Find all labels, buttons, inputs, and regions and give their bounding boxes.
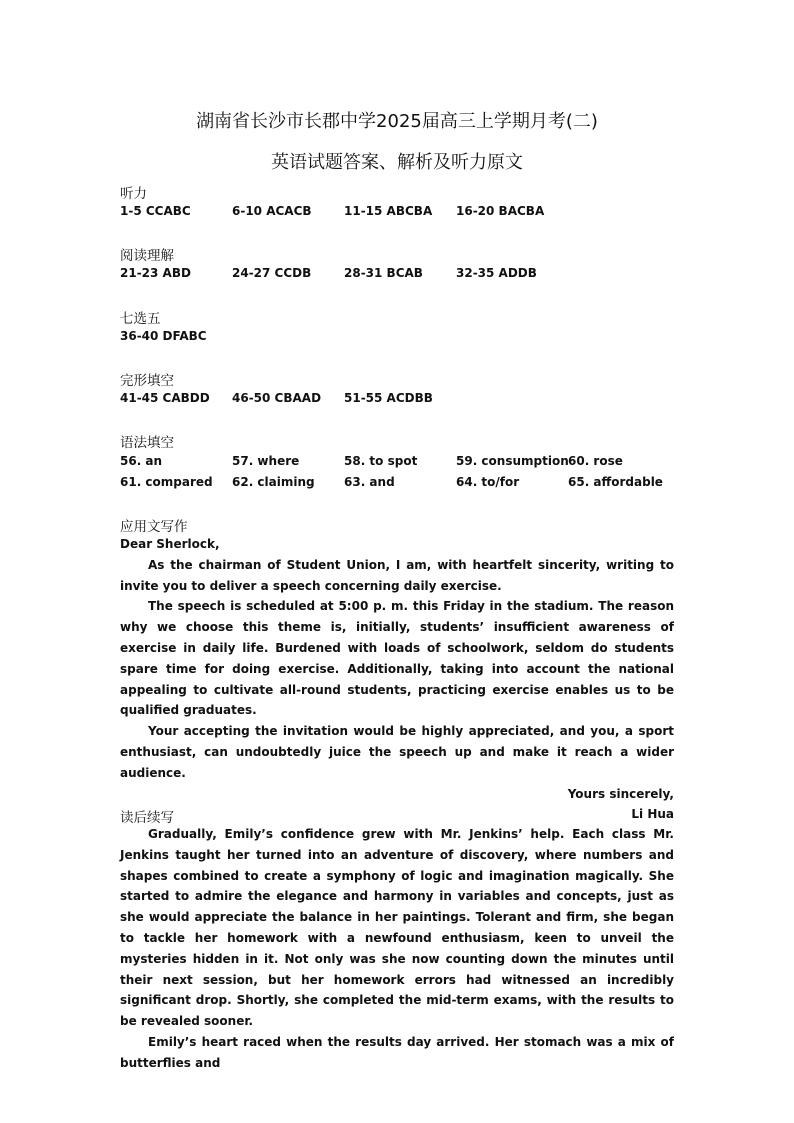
answer-group: 21-23 ABD bbox=[120, 266, 191, 280]
letter-paragraph: The speech is scheduled at 5:00 p. m. this Friday in the stadium. The reason why we choose this theme is, initially, students’ insufficient awareness of exercise in daily life. Burdened with loads of schoolwork, seldom do students spare time for doing exercise. Additionally, taking into account the national appealing to cultivate all-round students, practicing exercise enables us to be qualified graduates. bbox=[120, 599, 674, 718]
continuation-paragraph: Emily’s heart raced when the results day arrived. Her stomach was a mix of butterflies and bbox=[120, 1034, 674, 1070]
section-heading-writing: 应用文写作 bbox=[120, 519, 188, 535]
answer-group: 6-10 ACACB bbox=[232, 204, 312, 218]
answer-item: 62. claiming bbox=[232, 475, 315, 489]
section-heading-cloze: 完形填空 bbox=[120, 373, 174, 389]
answer-group: 41-45 CABDD bbox=[120, 391, 210, 405]
answer-group: 28-31 BCAB bbox=[344, 266, 423, 280]
document-title: 湖南省长沙市长郡中学2025届高三上学期月考(二) bbox=[196, 111, 598, 132]
answer-group: 24-27 CCDB bbox=[232, 266, 312, 280]
letter-paragraph: Your accepting the invitation would be highly appreciated, and you, a sport enthusiast, can undoubtedly juice the speech up and make it reach a wider audience. bbox=[120, 724, 674, 780]
letter-greeting: Dear Sherlock, bbox=[120, 537, 220, 551]
answer-item: 61. compared bbox=[120, 475, 213, 489]
section-heading-grammar: 语法填空 bbox=[120, 435, 174, 451]
answer-item: 59. consumption bbox=[456, 454, 569, 468]
answer-item: 63. and bbox=[344, 475, 395, 489]
document-subtitle: 英语试题答案、解析及听力原文 bbox=[271, 152, 523, 173]
letter-signature: Li Hua bbox=[631, 807, 674, 822]
answer-group: 32-35 ADDB bbox=[456, 266, 537, 280]
section-heading-listening: 听力 bbox=[120, 186, 147, 202]
answer-group: 46-50 CBAAD bbox=[232, 391, 322, 405]
answer-item: 56. an bbox=[120, 454, 163, 468]
letter-closing: Yours sincerely, bbox=[567, 786, 674, 801]
answer-item: 64. to/for bbox=[456, 475, 520, 489]
section-heading-seven-choice: 七选五 bbox=[120, 311, 161, 327]
answer-item: 58. to spot bbox=[344, 454, 418, 468]
answer-item: 65. affordable bbox=[568, 475, 663, 489]
answer-group: 36-40 DFABC bbox=[120, 329, 207, 343]
continuation-body bbox=[120, 824, 674, 1074]
section-heading-continuation: 读后续写 bbox=[120, 810, 174, 826]
answer-group: 16-20 BACBA bbox=[456, 204, 545, 218]
answer-group: 1-5 CCABC bbox=[120, 204, 191, 218]
letter-paragraph: As the chairman of Student Union, I am, with heartfelt sincerity, writing to invite you to deliver a speech concerning daily exercise. bbox=[120, 557, 674, 593]
answer-group: 11-15 ABCBA bbox=[344, 204, 433, 218]
section-heading-reading: 阅读理解 bbox=[120, 248, 174, 264]
continuation-paragraph: Gradually, Emily’s confidence grew with Mr. Jenkins’ help. Each class Mr. Jenkins taught her turned into an adventure of discovery, where numbers and shapes combined to create a symphony of logic and imagination magically. She started to admire the elegance and harmony in variables and concepts, just as she would appreciate the balance in her paintings. Tolerant and firm, she began to tackle her homework with a newfound enthusiasm, keen to unveil the mysteries hidden in it. Not only was she now counting down the minutes until their next session, but her homework errors had witnessed an incredibly significant drop. Shortly, she completed the mid-term exams, with the results to be revealed sooner. bbox=[120, 827, 674, 1029]
answer-item: 57. where bbox=[232, 454, 300, 468]
answer-group: 51-55 ACDBB bbox=[344, 391, 433, 405]
answer-item: 60. rose bbox=[568, 454, 623, 468]
letter-body bbox=[120, 534, 674, 825]
